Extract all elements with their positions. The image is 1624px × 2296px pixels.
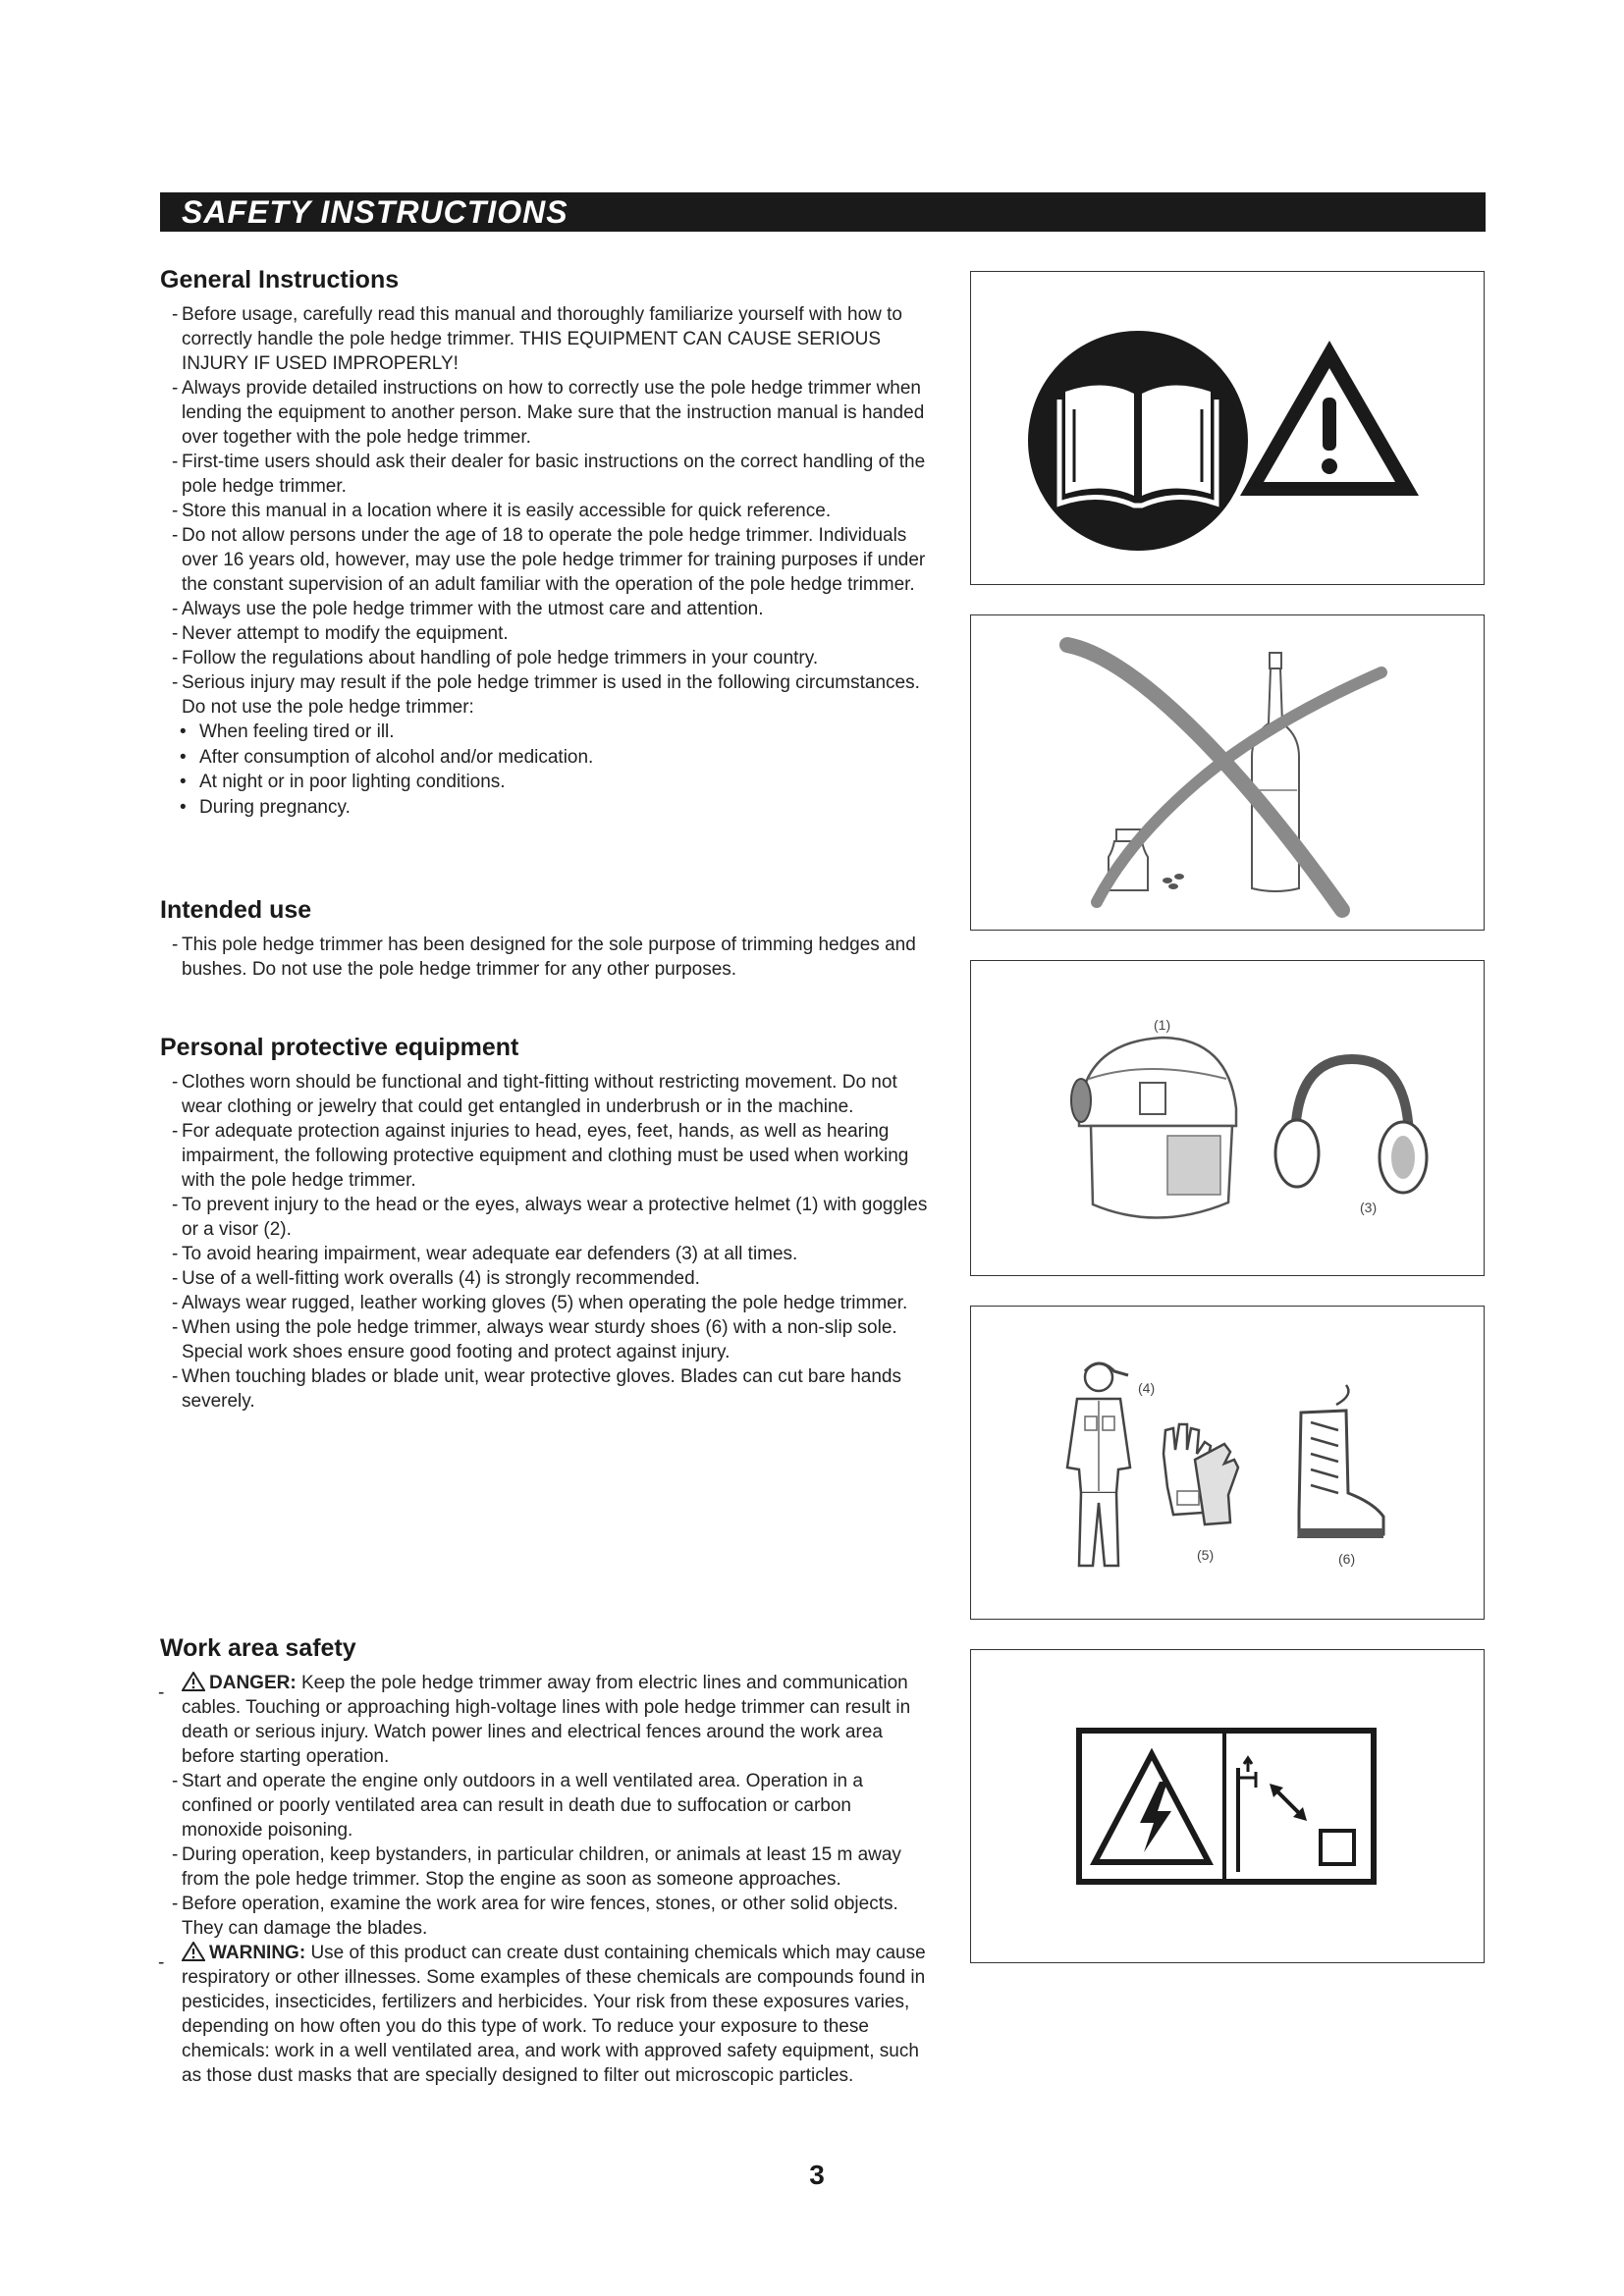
section-banner — [160, 192, 1486, 232]
sub-list-item: • During pregnancy. — [180, 796, 351, 818]
list-item: - Never attempt to modify the equipment. — [172, 623, 509, 644]
list-item: - For adequate protection against injuries to head, eyes, feet, hands, as well as hearing impairment, the following protective equipment and clothing must be used when working with the pole hedge trimmer. — [172, 1121, 909, 1191]
list-item: - Follow the regulations about handling of pole hedge trimmers in your country. — [172, 648, 819, 668]
list-item: - Before operation, examine the work area for wire fences, stones, or other solid objects. They can damage the blades. — [172, 1894, 898, 1939]
pills-icon — [1163, 874, 1184, 889]
worker-overalls-icon — [1067, 1363, 1130, 1566]
figure-overalls-gloves-boots — [970, 1306, 1485, 1620]
list-item: - Serious injury may result if the pole hedge trimmer is used in the following circumstances. Do not use the pole hedge trimmer: — [172, 672, 920, 718]
sub-list-item: • After consumption of alcohol and/or medication. — [180, 746, 594, 768]
general-instructions-section — [160, 265, 936, 820]
list-item: - When touching blades or blade unit, wear protective gloves. Blades can cut bare hands severely. — [172, 1366, 902, 1412]
list-item: - Store this manual in a location where it is easily accessible for quick reference. — [172, 501, 832, 521]
list-item: - First-time users should ask their dealer for basic instructions on the correct handling of the pole hedge trimmer. — [172, 452, 926, 497]
list-item: - To prevent injury to the head or the eyes, always wear a protective helmet (1) with goggles or a visor (2). — [172, 1195, 928, 1240]
work-area-safety-section — [160, 1633, 936, 2088]
list-item: - During operation, keep bystanders, in particular children, or animals at least 15 m away from the pole hedge trimmer. Stop the engine as soon as someone approaches. — [172, 1844, 901, 1890]
warning-label: WARNING: — [209, 1943, 306, 1963]
page-number: 3 — [809, 2160, 825, 2190]
list-item: - Do not allow persons under the age of 18 to operate the pole hedge trimmer. Individuals over 16 years old, however, may use the pole hedge trimmer for training purposes if under the constant supervision of an adult familiar with the operation of the pole hedge trimmer. — [172, 525, 926, 595]
work-gloves-icon — [1164, 1424, 1238, 1524]
warning-triangle-icon — [182, 1672, 205, 1691]
figure-label-5: (5) — [1197, 1547, 1215, 1563]
liquor-bottle-icon — [1252, 653, 1299, 891]
intended-use-section — [160, 895, 936, 982]
helmet-visor-icon — [1071, 1038, 1236, 1218]
work-area-heading: Work area safety — [160, 1634, 356, 1662]
figure-electrical-hazard — [970, 1649, 1485, 1963]
list-item: - Always use the pole hedge trimmer with the utmost care and attention. — [172, 599, 764, 619]
figure-label-6: (6) — [1338, 1551, 1356, 1567]
list-item: - Before usage, carefully read this manual and thoroughly familiarize yourself with how to correctly handle the pole hedge trimmer. THIS EQUIPMENT CAN CAUSE SERIOUS INJURY IF USED IMPROPERLY! — [172, 304, 902, 374]
list-item: - Always wear rugged, leather working gloves (5) when operating the pole hedge trimmer. — [172, 1293, 908, 1313]
read-manual-icon — [1028, 331, 1248, 551]
list-item: - Use of a well-fitting work overalls (4) is strongly recommended. — [172, 1268, 700, 1289]
ppe-heading: Personal protective equipment — [160, 1034, 519, 1061]
list-item: - This pole hedge trimmer has been designed for the sole purpose of trimming hedges and bushes. Do not use the pole hedge trimmer for any other purposes. — [172, 934, 916, 980]
sub-list-item: • When feeling tired or ill. — [180, 721, 395, 742]
list-item: - To avoid hearing impairment, wear adequate ear defenders (3) at all times. — [172, 1244, 798, 1264]
work-boot-icon — [1297, 1385, 1383, 1538]
danger-item: - DANGER: Keep the pole hedge trimmer away from electric lines and communication cables. Touching or approaching high-voltage lines with pole hedge trimmer can result in death or serious injury. Watch power lines and electrical fences around the work area before starting operation. — [158, 1673, 911, 1767]
figure-no-alcohol — [970, 614, 1485, 931]
warning-item: - WARNING: Use of this product can create dust containing chemicals which may cause respiratory or other illnesses. Some examples of these chemicals are compounds found in pesticides, insecticides, fertilizers and herbicides. Your risk from these exposures varies, depending on how often you do this type of work. To reduce your exposure to these chemicals: work in a well ventilated area, and work with approved safety equipment, such as those dust masks that are specially designed to filter out microscopic particles. — [158, 1943, 926, 2086]
list-item: - Start and operate the engine only outdoors in a well ventilated area. Operation in a confined or poorly ventilated area can result in death due to suffocation or carbon monoxide poisoning. — [172, 1771, 863, 1841]
figure-label-4: (4) — [1138, 1380, 1156, 1396]
prohibition-cross-icon — [1067, 645, 1381, 910]
danger-text: Keep the pole hedge trimmer away from electric lines and communication cables. Touching or approaching high-voltage lines with pole hedge trimmer can result in death or serious injury. Watch power lines and electrical fences around the work area before starting operation. — [182, 1673, 911, 1767]
sub-list-item: • At night or in poor lighting conditions. — [180, 772, 506, 792]
general-instructions-heading: General Instructions — [160, 266, 400, 294]
figure-label-3: (3) — [1360, 1200, 1378, 1215]
figure-read-manual — [970, 271, 1485, 585]
ppe-section — [160, 1033, 936, 1414]
list-item: - Clothes worn should be functional and tight-fitting without restricting movement. Do not wear clothing or jewelry that could get entangled in underbrush or in the machine. — [172, 1072, 897, 1117]
figure-helmet-ear-defenders — [970, 960, 1485, 1276]
danger-label: DANGER: — [209, 1673, 297, 1693]
list-item: - When using the pole hedge trimmer, always wear sturdy shoes (6) with a non-slip sole. Special work shoes ensure good footing and protect against injury. — [172, 1317, 897, 1362]
figure-label-1: (1) — [1154, 1017, 1171, 1033]
list-item: - Always provide detailed instructions on how to correctly use the pole hedge trimmer when lending the equipment to another person. Make sure that the instruction manual is handed over together with the pole hedge trimmer. — [172, 378, 925, 448]
ear-defenders-icon — [1275, 1059, 1427, 1193]
electrical-hazard-sign — [1079, 1731, 1374, 1882]
banner-title: SAFETY INSTRUCTIONS — [182, 194, 568, 230]
intended-use-heading: Intended use — [160, 896, 312, 924]
warning-triangle-icon — [182, 1942, 205, 1961]
warning-text: Use of this product can create dust containing chemicals which may cause respiratory or other illnesses. Some examples of these chemicals are compounds found in pesticides, insecticides, fertilizers and herbicides. Your risk from these exposures varies, depending on how often you do this type of work. To reduce your exposure to these chemicals: work in a well ventilated area, and work with approved safety equipment, such as those dust masks that are specially designed to filter out microscopic particles. — [182, 1943, 926, 2086]
warning-sign-icon — [1240, 341, 1419, 496]
